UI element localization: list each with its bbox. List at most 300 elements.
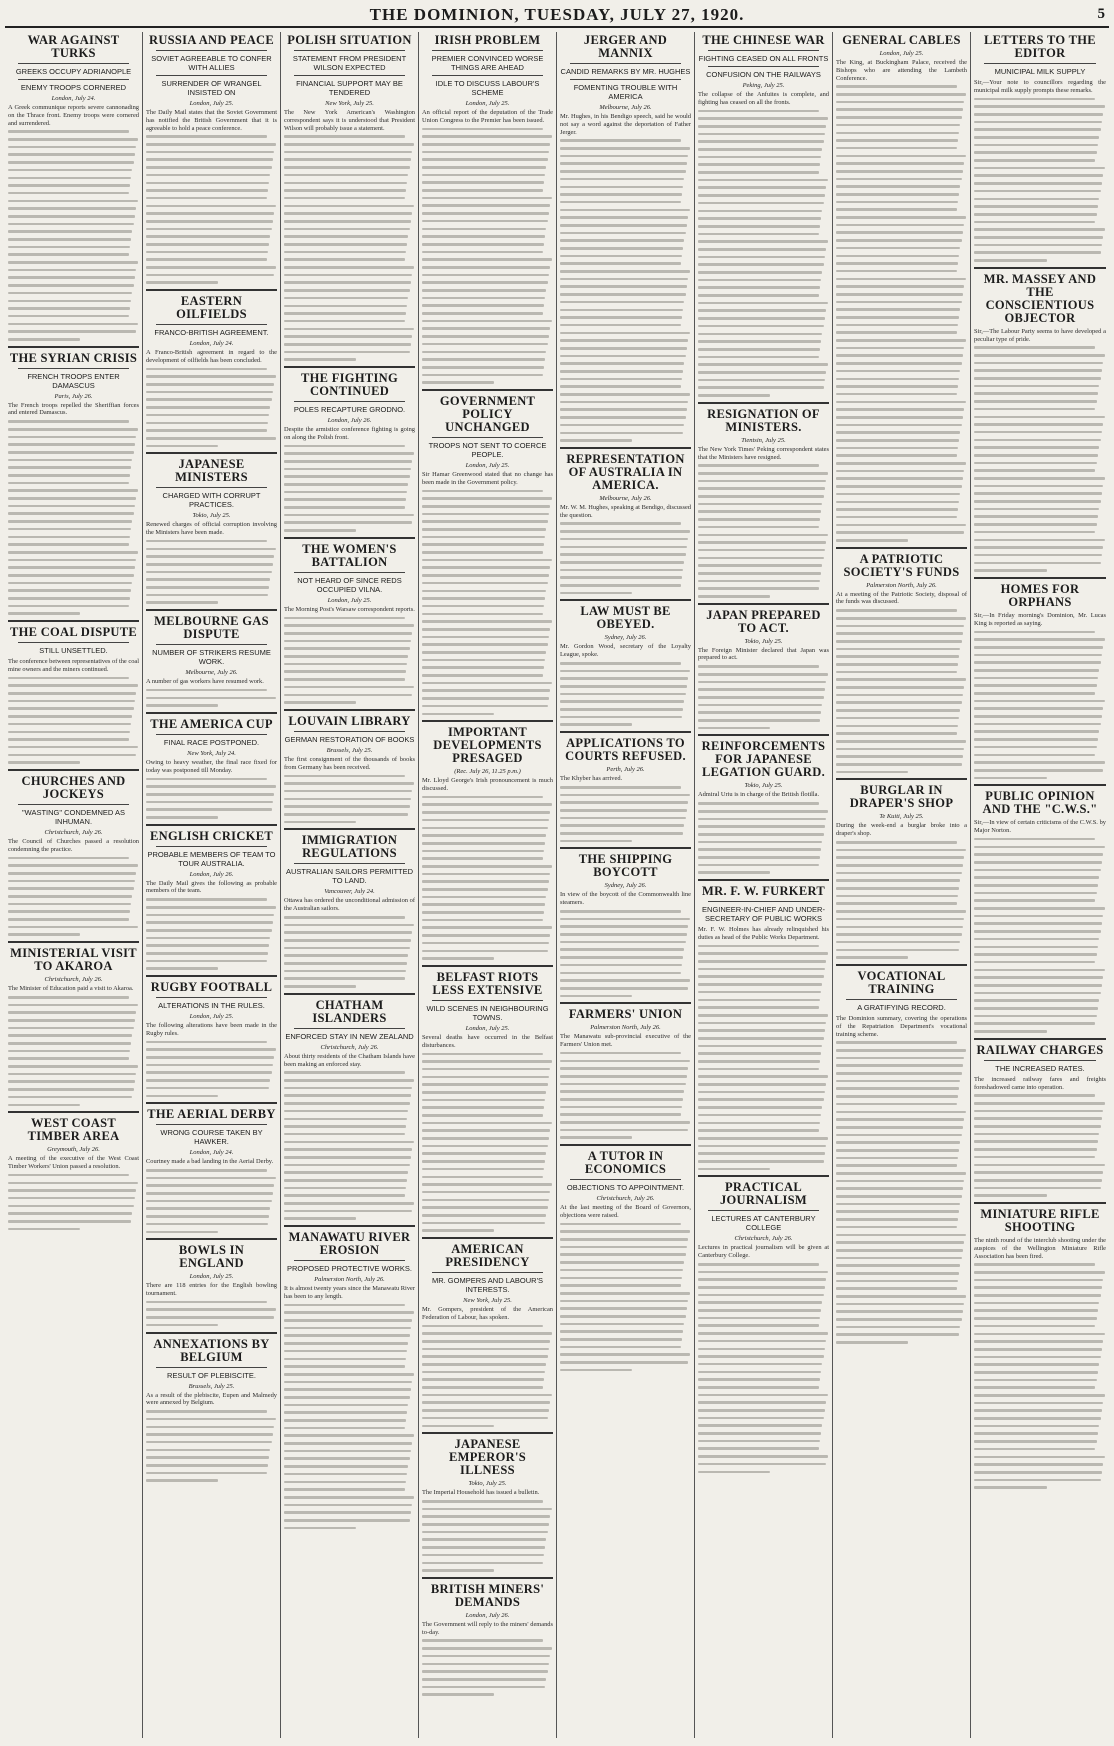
body-text-lines [560,139,691,441]
headline: PUBLIC OPINION AND THE "C.W.S." [982,789,1098,817]
subhead-divider [156,644,267,645]
subhead-divider [156,734,267,735]
subhead-divider [432,1272,543,1273]
dateline: Tokio, July 25. [468,1480,507,1488]
article-lead: The increased railway fares and freights foreshadowed came into operation. [974,1075,1106,1091]
article-divider [146,609,277,611]
article-lead: About thirty residents of the Chatham Islands have been making an enforced stay. [284,1052,415,1068]
article-divider [284,828,415,830]
article-lead: The Foreign Minister declared that Japan was prepared to act. [698,646,829,662]
body-text-lines [284,1304,415,1530]
subhead-divider [570,1179,681,1180]
article-divider [422,1237,553,1239]
column-2 [143,32,281,1738]
subhead-divider [708,50,819,51]
dateline: Perth, July 26. [606,766,645,774]
article [560,447,691,594]
subheadline: POLES RECAPTURE GRODNO. [293,405,406,415]
headline: A PATRIOTIC SOCIETY'S FUNDS [843,551,960,579]
subhead-divider [156,1367,267,1368]
dateline: Tokio, July 25. [744,782,783,790]
article [836,547,967,774]
headline: JAPANESE MINISTERS [175,457,248,485]
dateline: Peking, July 25. [742,82,785,89]
subheadline: WRONG COURSE TAKEN BY HAWKER. [160,1128,263,1147]
subhead-divider [294,75,405,76]
article-divider [560,731,691,733]
article [146,609,277,707]
article [422,389,553,715]
article [8,346,139,615]
article-divider [284,1225,415,1227]
subhead-divider [708,66,819,67]
body-text-lines [422,128,553,384]
body-text-lines [698,665,829,729]
subheadline: MUNICIPAL MILK SUPPLY [994,67,1086,76]
headline: BURGLAR IN DRAPER'S SHOP [849,783,954,811]
headline: GOVERNMENT POLICY UNCHANGED [439,393,536,434]
article-lead: The Morning Post's Warsaw correspondent reports. [284,605,415,613]
article-lead: The King, at Buckingham Palace, received the Bishops who are attending the Lambeth Conference. [836,59,967,82]
dateline: Te Kuiti, July 25. [879,813,924,821]
body-text-lines [974,838,1106,1033]
article-lead: The conference between representatives of the coal mine owners and the miners continued. [8,658,139,673]
article-divider [146,1238,277,1240]
subheadline: "WASTING" CONDEMNED AS INHUMAN. [22,807,125,826]
dateline: London, July 26. [189,870,234,878]
body-text-lines [698,1263,829,1473]
article [8,1111,139,1230]
body-text-lines [974,98,1106,262]
subhead-divider [294,50,405,51]
article-lead: The collapse of the Anfuites is complete, and fighting has ceased on all the fronts. [698,91,829,106]
subhead-divider [156,50,267,51]
page-number: 5 [1097,6,1105,22]
headline: THE CHINESE WAR [702,33,825,47]
article [284,1225,415,1529]
subheadline: MR. GOMPERS AND LABOUR'S INTERESTS. [431,1276,544,1294]
article-lead: Ottawa has ordered the unconditional admission of the Australian sailors. [284,897,415,913]
article-lead: The New York American's Washington correspondent says it is understood that President Wilson will probably issue a statement. [284,109,415,132]
body-text-lines [422,1053,553,1232]
headline: JAPAN PREPARED TO ACT. [706,607,821,635]
article-divider [284,537,415,539]
article [146,452,277,604]
dateline: London, July 24. [189,340,234,348]
article [284,34,415,361]
subhead-divider [294,863,405,864]
headline: WEST COAST TIMBER AREA [27,1116,120,1144]
article-divider [974,577,1106,579]
article-lead: Mr. Hughes, in his Bendigo speech, said he would not say a word against the deportation of Father Jerger. [560,113,691,136]
article [422,720,553,960]
subhead-divider [432,75,543,76]
article-lead: During the week-end a burglar broke into a draper's shop. [836,822,967,838]
article-divider [836,778,967,780]
headline: THE SYRIAN CRISIS [9,350,138,365]
article-divider [836,964,967,966]
article-lead: Courtney made a bad landing in the Aerial Derby. [146,1158,274,1166]
subhead-divider [570,79,681,80]
headline: APPLICATIONS TO COURTS REFUSED. [565,736,686,764]
body-text-lines [422,490,553,716]
dateline: Palmerston North, July 26. [590,1024,661,1032]
dateline: Greymouth, July 26. [47,1146,100,1154]
article-divider [560,599,691,601]
body-text-lines [8,677,139,764]
article-divider [146,1332,277,1334]
article [146,1332,277,1482]
body-text-lines [422,796,553,960]
article-divider [422,1577,553,1579]
article-lead: As a result of the plebiscite, Eupen and Malmedy were annexed by Belgium. [146,1391,277,1407]
subhead-divider [984,63,1096,64]
subhead-divider [18,368,129,369]
article-lead: An official report of the deputation of the Trade Union Congress to the Premier has been issued. [422,109,553,124]
subhead-divider [18,63,129,64]
newspaper-page [5,4,1109,1738]
subheadline: RESULT OF PLEBISCITE. [167,1370,256,1380]
article-divider [146,824,277,826]
subhead-divider [294,572,405,573]
dateline: London, July 24. [189,1149,234,1157]
body-text-lines [8,857,139,936]
article [422,965,553,1232]
column-1 [5,32,143,1738]
dateline: Brussels, July 25. [188,1382,235,1390]
subheadline: LECTURES AT CANTERBURY COLLEGE [711,1214,816,1233]
body-text-lines [836,609,967,773]
article-divider [8,1111,139,1113]
article-lead: The Imperial Household has issued a bulletin. [422,1489,540,1497]
article-divider [560,847,691,849]
article-divider [146,975,277,977]
article-lead: The first consignment of the thousands of books from Germany has been received. [284,755,415,771]
article-divider [284,993,415,995]
body-text-lines [146,898,277,970]
subheadline: WILD SCENES IN NEIGHBOURING TOWNS. [426,1003,549,1022]
article-lead: It is almost twenty years since the Manawatu River has been to any length. [284,1285,415,1300]
body-text-lines [8,1174,139,1230]
article-lead: The Manawatu sub-provincial executive of the Farmers' Union met. [560,1033,691,1049]
headline: JERGER AND MANNIX [583,33,668,60]
dateline: Melbourne, July 26. [599,104,652,111]
subhead-divider [156,1124,267,1125]
subhead-divider [156,997,267,998]
body-text-lines [146,689,277,707]
subhead-divider [294,401,405,402]
headline: POLISH SITUATION [287,33,412,47]
article [422,1577,553,1696]
article [422,1237,553,1427]
article [560,34,691,442]
article-lead: Sir,—In view of certain criticisms of the C.W.S. by Major Norton. [974,819,1106,835]
subhead-divider [156,846,267,847]
subheadline: NUMBER OF STRIKERS RESUME WORK. [152,648,271,667]
body-text-lines [8,130,139,340]
body-text-lines [146,1041,277,1097]
article-divider [698,603,829,605]
subheadline: CANDID REMARKS BY MR. HUGHES [560,67,691,76]
dateline: Christchurch, July 26. [320,1043,379,1051]
article [698,402,829,598]
headline: RAILWAY CHARGES [976,1042,1104,1057]
article-lead: The Daily Mail states that the Soviet Government has notified the British Government that it is agreeable to hold a peace conference. [146,109,277,132]
dateline: Christchurch, July 26. [734,1235,793,1243]
column-7 [833,32,971,1738]
column-4 [419,32,557,1738]
subhead-divider [18,642,129,643]
dateline: London, July 25. [465,100,510,107]
dateline: London, July 26. [465,1611,510,1619]
article-lead: Sir Hamar Greenwood stated that no change has been made in the Government policy. [422,470,553,486]
article-lead: Mr. W. M. Hughes, speaking at Bendigo, discussed the question. [560,503,691,519]
headline: THE SHIPPING BOYCOTT [578,852,673,880]
subheadline: A GRATIFYING RECORD. [857,1002,946,1012]
body-text-lines [284,445,415,532]
body-text-lines [698,802,829,874]
article-lead: At the last meeting of the Board of Governors, objections were raised. [560,1204,691,1219]
headline: MELBOURNE GAS DISPUTE [154,614,269,642]
columns [5,32,1109,1738]
article-divider [698,734,829,736]
column-5 [557,32,695,1738]
column-6 [695,32,833,1738]
headline: BOWLS IN ENGLAND [178,1243,245,1271]
article [974,577,1106,779]
subhead-divider [432,50,543,51]
article-lead: The Dominion summary, covering the operations of the Repatriation Department's vocational training scheme. [836,1014,967,1038]
dateline: Melbourne, July 26. [185,669,238,677]
dateline: Palmerston North, July 26. [314,1276,385,1284]
subheadline: GERMAN RESTORATION OF BOOKS [284,734,415,744]
body-text-lines [146,540,277,604]
headline: MINISTERIAL VISIT TO AKAROA [10,946,137,974]
article [146,975,277,1097]
dateline: Sydney, July 26. [604,634,647,642]
article-divider [836,547,967,549]
subheadline: NOT HEARD OF SINCE REDS OCCUPIED VILNA. [297,575,402,594]
headline: MR. F. W. FURKERT [702,884,825,899]
masthead-title: THE DOMINION, TUESDAY, JULY 27, 1920. [369,5,745,24]
body-text-lines [422,1325,553,1428]
subheadline: FIGHTING CEASED ON ALL FRONTS [698,54,829,63]
article [560,599,691,726]
headline: PRACTICAL JOURNALISM [719,1180,808,1208]
article [560,1144,691,1371]
body-text-lines [836,85,967,541]
subhead-divider [708,901,819,902]
article [974,784,1106,1032]
article-divider [284,366,415,368]
article-divider [974,1038,1106,1040]
article [698,34,829,397]
article-lead: The Government will reply to the miners' demands to-day. [422,1620,553,1636]
article [422,34,553,384]
article-divider [8,620,139,622]
article-lead: The Council of Churches passed a resolution condemning the practice. [8,837,139,853]
body-text-lines [422,1500,553,1572]
article-lead: There are 118 entries for the English bowling tournament. [146,1282,277,1297]
article-lead: A Franco-British agreement in regard to the development of oilfields has been concluded. [146,349,277,364]
dateline: New York, July 25. [463,1297,512,1304]
headline: ENGLISH CRICKET [150,828,273,843]
subheadline: FRANCO-BRITISH AGREEMENT. [154,328,269,338]
body-text-lines [560,1223,691,1372]
article-lead: A meeting of the executive of the West Coast Timber Workers' Union passed a resolution. [8,1155,139,1171]
body-text-lines [560,662,691,726]
article [836,34,967,542]
article [836,778,967,959]
article [146,712,277,819]
subheadline: ALTERATIONS IN THE RULES. [158,1001,265,1011]
subheadline: SURRENDER OF WRANGEL INSISTED ON [161,79,262,97]
headline: AMERICAN PRESIDENCY [445,1242,530,1269]
body-text-lines [284,617,415,704]
dateline: Melbourne, July 26. [599,494,652,502]
headline: THE AMERICA CUP [150,716,273,731]
article [974,34,1106,262]
article-divider [974,267,1106,269]
headline: RUGBY FOOTBALL [150,980,273,995]
article [560,1002,691,1139]
dateline: London, July 25. [189,1273,234,1281]
article-divider [698,879,829,881]
article [146,289,277,447]
subhead-divider [156,75,267,76]
dateline: London, July 25. [465,461,510,469]
subheadline: THE INCREASED RATES. [995,1063,1085,1073]
article [560,847,691,997]
subhead-divider [294,1260,405,1261]
article-divider [146,452,277,454]
article [836,964,967,1344]
body-text-lines [974,1263,1106,1489]
subhead-divider [846,999,957,1000]
article-divider [8,941,139,943]
article-lead: Mr. Gordon Wood, secretary of the Loyalty League, spoke. [560,643,691,659]
subhead-divider [294,731,405,732]
subhead-divider [156,487,267,488]
headline: LOUVAIN LIBRARY [288,713,411,728]
article [146,1102,277,1233]
article-divider [422,720,553,722]
article-lead: Owing to heavy weather, the final race fixed for today was postponed till Monday. [146,758,277,774]
article-lead: Mr. Gompers, president of the American Federation of Labour, has spoken. [422,1306,553,1321]
article [284,828,415,987]
headline: LAW MUST BE OBEYED. [580,604,671,632]
subheadline: IDLE TO DISCUSS LABOUR'S SCHEME [435,79,540,97]
subheadline: FINANCIAL SUPPORT MAY BE TENDERED [296,79,403,97]
article-lead: Lectures in practical journalism will be given at Canterbury College. [698,1244,829,1260]
article [698,603,829,730]
headline: WAR AGAINST TURKS [27,33,120,60]
headline: THE COAL DISPUTE [9,625,138,640]
article [560,731,691,842]
headline: VOCATIONAL TRAINING [857,968,946,996]
column-8 [971,32,1109,1738]
headline: RESIGNATION OF MINISTERS. [707,406,820,434]
article-lead: The Khyber has arrived. [560,775,623,783]
headline: JAPANESE EMPEROR'S ILLNESS [448,1437,526,1478]
headline: CHURCHES AND JOCKEYS [21,773,126,801]
article [284,993,415,1220]
article-divider [974,1202,1106,1204]
body-text-lines [8,420,139,615]
dateline: Tokio, July 25. [744,637,783,645]
dateline: London, July 25. [465,1024,510,1032]
dateline: Paris, July 26. [54,392,93,400]
body-text-lines [146,778,277,819]
body-text-lines [8,996,139,1106]
headline: RUSSIA AND PEACE [149,33,274,47]
subheadline: ENFORCED STAY IN NEW ZEALAND [285,1031,414,1041]
body-text-lines [284,916,415,988]
headline: MR. MASSEY AND THE CONSCIENTIOUS OBJECTOR [983,271,1097,325]
subhead-divider [294,1028,405,1029]
subheadline: SOVIET AGREEABLE TO CONFER WITH ALLIES [151,54,272,72]
article-lead: Sir,—Your note to councillors regarding the municipal milk supply prompts these remarks. [974,79,1106,94]
subheadline: ENEMY TROOPS CORNERED [20,83,127,92]
headline: EASTERN OILFIELDS [176,294,247,322]
dateline: London, July 24. [51,95,96,102]
subheadline: FRENCH TROOPS ENTER DAMASCUS [27,371,120,390]
subheadline: STATEMENT FROM PRESIDENT WILSON EXPECTED [292,54,407,72]
article-lead: Several deaths have occurred in the Belfast disturbances. [422,1033,553,1049]
article [698,1175,829,1473]
subheadline: GREEKS OCCUPY ADRIANOPLE [15,67,132,76]
body-text-lines [422,1639,553,1695]
article-lead: In view of the boycott of the Commonwealth line steamers. [560,891,691,907]
subheadline: CHARGED WITH CORRUPT PRACTICES. [162,491,261,510]
subheadline: FOMENTING TROUBLE WITH AMERICA [573,83,678,101]
subhead-divider [570,63,681,64]
body-text-lines [836,841,967,959]
article-lead: Despite the armistice conference fighting is going on along the Polish front. [284,426,415,441]
article-lead: At a meeting of the Patriotic Society, disposal of the funds was discussed. [836,590,967,606]
dateline: Christchurch, July 26. [596,1195,655,1203]
article [698,879,829,1170]
dateline: Brussels, July 25. [326,746,373,754]
body-text-lines [560,1052,691,1139]
article-lead: The ninth round of the interclub shooting under the auspices of the Wellington Miniature Rifle Association has been fired. [974,1236,1106,1260]
article [146,824,277,970]
body-text-lines [698,464,829,597]
article [422,1432,553,1572]
article-lead: Mr. F. W. Holmes has already relinquished his duties as head of the Public Works Department. [698,926,829,941]
dateline: (Rec. July 26, 11.25 p.m.) [454,768,521,776]
headline: IMMIGRATION REGULATIONS [301,833,398,861]
article-lead: Sir,—In Friday morning's Dominion, Mr. Lucas King is reported as saying. [974,611,1106,627]
article-divider [422,965,553,967]
article-divider [560,1144,691,1146]
subheadline: STILL UNSETTLED. [39,646,108,656]
subheadline: PROPOSED PROTECTIVE WORKS. [286,1264,413,1274]
headline: BRITISH MINERS' DEMANDS [430,1581,545,1609]
article [8,34,139,341]
article [8,941,139,1106]
dateline: London, July 25. [327,596,372,604]
article [284,537,415,704]
headline: MINIATURE RIFLE SHOOTING [980,1206,1100,1234]
headline: A TUTOR IN ECONOMICS [584,1149,667,1177]
subhead-divider [156,324,267,325]
article [8,620,139,764]
article [146,1238,277,1326]
article [284,366,415,532]
body-text-lines [974,346,1106,572]
headline: IMPORTANT DEVELOPMENTS PRESAGED [433,725,542,766]
